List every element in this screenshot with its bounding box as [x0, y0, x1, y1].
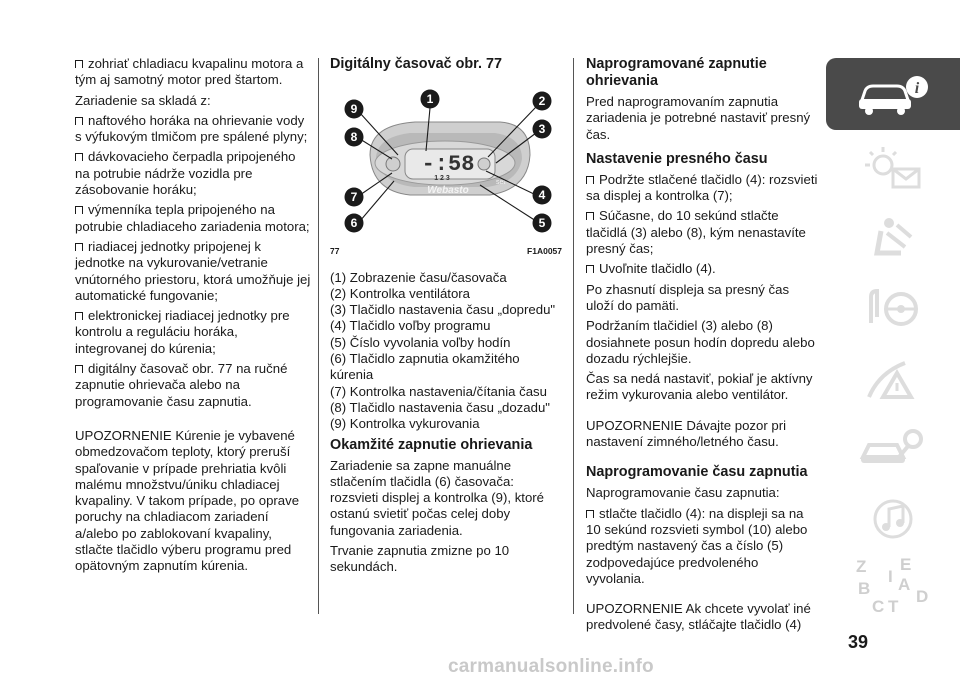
svg-text:E: E — [900, 555, 912, 574]
warning-paragraph: UPOZORNENIE Kúrenie je vybavené obmedzovačom teploty, ktorý preruší spaľovanie v prípade prehriatia kvôli malému množstvu/úniku chladiacej kvapaliny. V takom prípade, po oprave poruchy na chladiacom zariadení a/alebo po zablokovaní kvapaliny, stlačte tlačidlo výberu programu pred opätovným zapnutím kúrenia. — [75, 427, 300, 574]
bullet-item: Súčasne, do 10 sekúnd stlačte tlačidlá (3) alebo (8), kým nenastavíte presný čas; — [586, 208, 806, 257]
svg-text:A: A — [898, 575, 911, 594]
legend-item: (4) Tlačidlo voľby programu — [330, 318, 491, 334]
timer-figure — [330, 77, 562, 237]
figure-label-row — [330, 243, 562, 259]
legend-item: (8) Tlačidlo nastavenia času „dozadu" — [330, 399, 550, 415]
legend-item: (7) Kontrolka nastavenia/čítania času — [330, 383, 547, 399]
svg-text:B: B — [858, 579, 871, 598]
column-3 — [586, 56, 818, 638]
alphabet-index-icon — [848, 552, 938, 616]
paragraph: Podržaním tlačidiel (3) alebo (8) dosiahnete posun hodín dopredu alebo dozadu rýchlejšie. — [586, 318, 815, 366]
legend-list — [330, 270, 562, 433]
bullet-item: stlačte tlačidlo (4): na displeji sa na 10 sekúnd rozsvieti symbol (10) alebo predtým nastavený čas a číslo (5) zodpovedajúce predvoleného vyvolania. — [586, 505, 808, 586]
paragraph: Naprogramovanie času zapnutia: — [586, 485, 780, 501]
legend-item: (1) Zobrazenie času/časovača — [330, 269, 507, 285]
webasto-logo: Webasto — [427, 185, 469, 196]
paragraph: Čas sa nedá nastaviť, pokiaľ je aktívny režim vykurovania alebo ventilátor. — [586, 371, 813, 403]
tab-safety[interactable] — [826, 202, 960, 274]
svg-text:i: i — [914, 80, 920, 97]
paragraph: Zariadenie sa zapne manuálne stlačením tlačidla (6) časovača: rozsvieti displej a kontrolka (9), ktoré ostanú svietiť počas celej doby fungovania zariadenia. — [330, 457, 545, 538]
tab-maintenance[interactable] — [826, 412, 960, 484]
callout-3: 3 — [538, 122, 546, 136]
bullet-item: dávkovacieho čerpadla pripojeného na potrubie nádrže vozidla pre zásobovanie horáku; — [75, 149, 296, 198]
callout-8: 8 — [350, 130, 358, 144]
bullet-item: naftového horáka na ohrievanie vody s výfukovým tlmičom pre spálené plyny; — [75, 112, 308, 145]
figure-code: F1A0057 — [527, 246, 562, 257]
callout-7: 7 — [350, 190, 358, 204]
tab-emergency[interactable] — [826, 342, 960, 414]
section-heading: Digitálny časovač obr. 77 — [330, 56, 502, 72]
checkbox-bullet-icon — [586, 212, 594, 220]
bullet-item: elektronickej riadiacej jednotky pre kontrolu a reguláciu horáka, integrovanej do kúrenia; — [75, 308, 290, 356]
column-2 — [330, 56, 562, 580]
watermark: carmanualsonline.info — [448, 656, 654, 677]
column-divider — [573, 58, 574, 614]
callout-6: 6 — [350, 216, 358, 230]
paragraph: Po zhasnutí displeja sa presný čas uloží do pamäti. — [586, 281, 790, 313]
checkbox-bullet-icon — [75, 153, 83, 161]
airbag-seat-icon — [853, 213, 933, 263]
section-heading: Naprogramovanie času zapnutia — [586, 464, 808, 481]
set-label: set — [496, 179, 506, 186]
legend-item: (2) Kontrolka ventilátora — [330, 285, 471, 301]
display-digits: 1 2 3 — [434, 175, 450, 182]
warning-paragraph: UPOZORNENIE Dávajte pozor pri nastavení zimného/letného času. — [586, 417, 787, 450]
section-heading: Nastavenie presného času — [586, 150, 768, 167]
tab-dashboard-lights[interactable] — [826, 132, 960, 204]
dashboard-lights-icon — [853, 143, 933, 193]
car-info-icon — [853, 69, 933, 119]
warning-paragraph: UPOZORNENIE Ak chcete vyvolať iné predvolené časy, stláčajte tlačidlo (4) — [586, 601, 811, 633]
warning-triangle-icon — [853, 353, 933, 403]
tab-driving[interactable] — [826, 272, 960, 344]
paragraph: Zariadenie sa skladá z: — [75, 92, 211, 108]
legend-item: (3) Tlačidlo nastavenia času „dopredu" — [330, 302, 556, 318]
column-divider — [318, 58, 319, 614]
legend-item: (6) Tlačidlo zapnutia okamžitého kúrenia — [330, 351, 520, 383]
bullet-item: riadiacej jednotky pripojenej k jednotke na vykurovanie/vetranie vnútorného priestoru, ktorá umožňuje jej automatické fungovanie; — [75, 238, 311, 303]
checkbox-bullet-icon — [75, 60, 83, 68]
bullet-item: Podržte stlačené tlačidlo (4): rozsvieti sa displej a kontrolka (7); — [586, 171, 818, 204]
checkbox-bullet-icon — [75, 312, 83, 320]
bullet-item: zohriať chladiacu kvapalinu motora a tým aj samotný motor pred štartom. — [75, 56, 304, 88]
checkbox-bullet-icon — [75, 365, 83, 373]
svg-text:C: C — [872, 597, 885, 616]
checkbox-bullet-icon — [75, 117, 83, 125]
arrow-right-button — [478, 158, 490, 170]
section-heading: Okamžité zapnutie ohrievania — [330, 436, 533, 453]
steering-wheel-icon — [853, 283, 933, 333]
paragraph: Trvanie zapnutia zmizne po 10 sekundách. — [330, 543, 510, 575]
callout-4: 4 — [538, 188, 546, 202]
display-time: -:58 — [421, 152, 475, 177]
callout-9: 9 — [350, 102, 358, 116]
svg-text:I: I — [888, 567, 893, 586]
clock-button — [386, 157, 400, 171]
music-navigation-icon — [853, 493, 933, 543]
wrench-car-icon — [853, 423, 933, 473]
checkbox-bullet-icon — [586, 510, 594, 518]
svg-text:Z: Z — [856, 557, 867, 576]
bullet-item: výmenníka tepla pripojeného na potrubie chladiaceho zariadenia motora; — [75, 202, 310, 234]
bullet-item: digitálny časovač obr. 77 na ručné zapnutie ohrievača alebo na programovanie času zapnutia. — [75, 361, 288, 409]
legend-item: (9) Kontrolka vykurovania — [330, 416, 480, 432]
tab-index[interactable] — [826, 548, 960, 620]
checkbox-bullet-icon — [75, 243, 83, 251]
chapter-sidebar — [826, 56, 960, 616]
legend-item: (5) Číslo vyvolania voľby hodín — [330, 334, 511, 350]
section-heading: Naprogramované zapnutie ohrievania — [586, 56, 767, 89]
checkbox-bullet-icon — [586, 265, 594, 273]
callout-5: 5 — [538, 216, 546, 230]
tab-multimedia[interactable] — [826, 482, 960, 554]
bullet-item: Uvoľnite tlačidlo (4). — [586, 261, 818, 277]
tab-car-info[interactable] — [826, 58, 960, 130]
paragraph: Pred naprogramovaním zapnutia zariadenia je potrebné nastaviť presný čas. — [586, 94, 811, 142]
column-1 — [75, 56, 311, 579]
page-number: 39 — [848, 632, 869, 652]
figure-number: 77 — [330, 246, 340, 257]
checkbox-bullet-icon — [75, 206, 83, 214]
svg-text:T: T — [888, 597, 899, 616]
svg-text:D: D — [916, 587, 929, 606]
checkbox-bullet-icon — [586, 176, 594, 184]
callout-2: 2 — [538, 94, 546, 108]
callout-1: 1 — [426, 92, 434, 106]
